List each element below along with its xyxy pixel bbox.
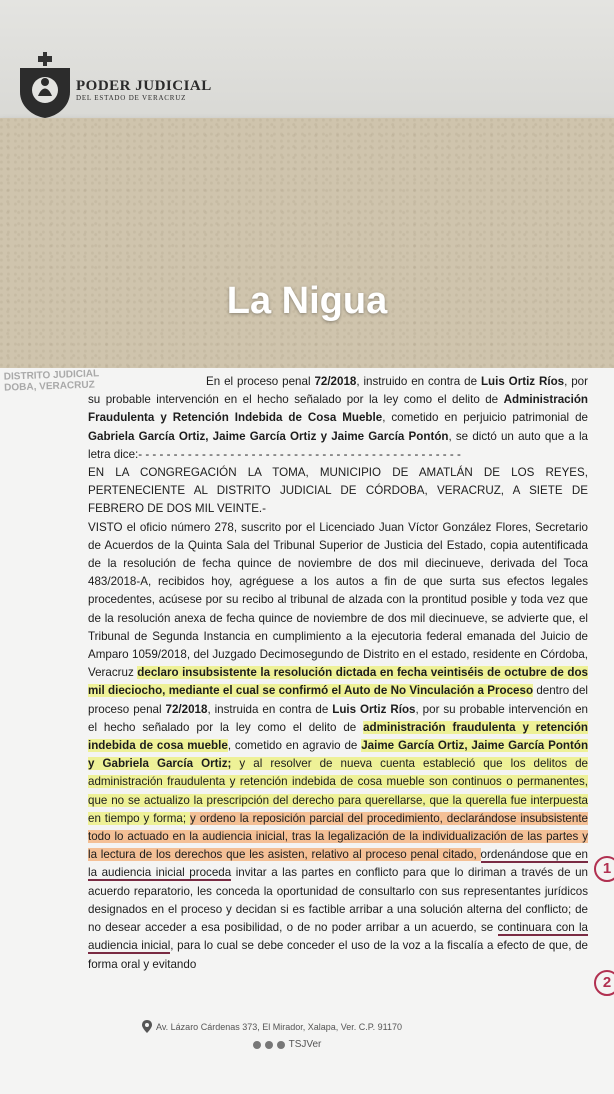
text-run: invitar a las partes en conflicto para que lo diriman a través de un acuerdo reparatorio, les conceda la oportunidad de consultarlo con sus representantes jurídicos designados en el proceso y decidan si es factible arribar a una solución alterna del conflicto; de no desear acceder a esa posibilidad, o de no poder arribar a un acuerdo, se (88, 866, 589, 935)
covering-paper (0, 118, 614, 370)
text-run: , cometido en agravio de (227, 739, 362, 753)
highlight-victim-names: Jaime García Ortiz, Jaime García Pontón y Gabriela García Ortiz; (88, 739, 589, 771)
paragraph-location-date: EN LA CONGREGACIÓN LA TOMA, MUNICIPIO DE AMATLÁN DE LOS REYES, PERTENECIENTE AL DISTRITO JUDICIAL DE CÓRDOBA, VERACRUZ, A SIETE DE FEBRERO DE DOS MIL VEINTE.- (88, 466, 588, 516)
twitter-icon (265, 1041, 273, 1049)
text-run: VISTO el oficio número 278, suscrito por el Licenciado Juan Víctor González Flores, Secretario de Acuerdos de la Quinta Sala del Tribunal Superior de Justicia del Estado, copia autentificada de la resolución de fecha quince de noviembre de dos mil diecinueve, derivada del Toca 483/2018-A, recibidos hoy, agréguese a los autos a fin de que surta sus efectos legales procedentes, acúsese por su recibo al tribunal de alzada con la prontitud posible y toda vez que de la resolución anexa de fecha quince de noviembre de dos mil diecinueve, se advierte que, el Tribunal de Segunda Instancia en cumplimiento a la ejecutoria federal emanada del Juicio de Amparo 1059/2018, del Juzgado Decimosegundo de Distrito en el estado, residente en Córdoba, Veracruz (88, 520, 588, 680)
crime-name: Administración Fraudulenta y Retención Indebida de Cosa Mueble (88, 393, 588, 425)
text-run: , para lo cual se debe conceder el uso de la voz a la fiscalía a efecto de que, de forma oral y evitando (88, 939, 588, 971)
victim-names: Gabriela García Ortiz, Jaime García Ortiz y Jaime García Pontón (88, 429, 449, 443)
faded-stamp-line-2: DOBA, VERACRUZ (4, 379, 95, 394)
case-number: 72/2018 (314, 375, 357, 388)
court-name-subtitle: DEL ESTADO DE VERACRUZ (76, 94, 187, 102)
court-name-title: PODER JUDICIAL (76, 78, 212, 94)
highlight-declared-insubsistent: declaro insubsistente la resolución dictada en fecha veintiséis de octubre de dos mil dieciocho, mediante el cual se confirmó el Auto de No Vinculación a Proceso (88, 666, 588, 698)
page-footer (0, 1020, 614, 1050)
watermark-text: La Nigua (226, 280, 388, 322)
footer-social-handle: TSJVer (288, 1039, 322, 1050)
text-run: , instruido en contra de (356, 375, 481, 388)
paragraph-case-intro (88, 373, 588, 464)
footer-social (0, 1039, 614, 1050)
text-run: , por su probable intervención en el hecho señalado por la ley como el delito de (88, 375, 588, 407)
footer-address-line (0, 1020, 614, 1033)
instagram-icon (277, 1041, 285, 1049)
court-seal-logo (16, 52, 74, 120)
facebook-icon (253, 1041, 261, 1049)
footer-address: Av. Lázaro Cárdenas 373, El Mirador, Xalapa, Ver. C.P. 91170 (156, 1021, 402, 1032)
court-name (76, 78, 212, 102)
document-text (88, 373, 588, 974)
text-run: , cometido en perjuicio patrimonial de (382, 411, 589, 425)
margin-note-2: 2 (594, 970, 614, 996)
margin-note-1: 1 (594, 856, 614, 882)
text-run: En el proceso penal (206, 375, 315, 388)
faded-stamp (4, 368, 100, 393)
text-run: , instruida en contra de (207, 702, 333, 716)
underline-continue-hearing: continuara con la audiencia inicial (88, 921, 588, 953)
defendant-name: Luis Ortiz Ríos (332, 702, 416, 716)
underline-initial-hearing: ordenándose que en la audiencia inicial proceda (88, 848, 588, 880)
text-run: , se dictó un auto que a la letra dice:- - - - - - - - - - - - - - - - - - - - - - - - - - - - - - - - - - - - - - - - - - - - - - (88, 429, 588, 461)
highlight-crime-name: administración fraudulenta y retención indebida de cosa mueble (88, 720, 588, 753)
paragraph-resolution (88, 519, 588, 974)
text-run: dentro del proceso penal (88, 684, 588, 716)
faded-stamp-line-1: DISTRITO JUDICIAL (3, 368, 100, 383)
location-pin-icon (142, 1020, 152, 1033)
defendant-name: Luis Ortiz Ríos (480, 375, 565, 388)
highlight-continuous-crimes: y al resolver de nueva cuenta estableció que los delitos de administración fraudulenta y retención indebida de cosa mueble son continuos o permanentes, que no se actualizo la prescripción del derecho para querellarse, que la querella fue interpuesta en tiempo y forma; (88, 757, 589, 825)
highlight-procedure-reset: y ordeno la reposición parcial del procedimiento, declarándose insubsistente todo lo actuado en la audiencia inicial, tras la legalización de la individualización de las partes y la lectura de los derechos que les asisten, relativo al proceso penal citado, (88, 811, 588, 862)
case-number: 72/2018 (165, 702, 208, 716)
text-run: , por su probable intervención en el hecho señalado por la ley como el delito de (88, 702, 588, 734)
